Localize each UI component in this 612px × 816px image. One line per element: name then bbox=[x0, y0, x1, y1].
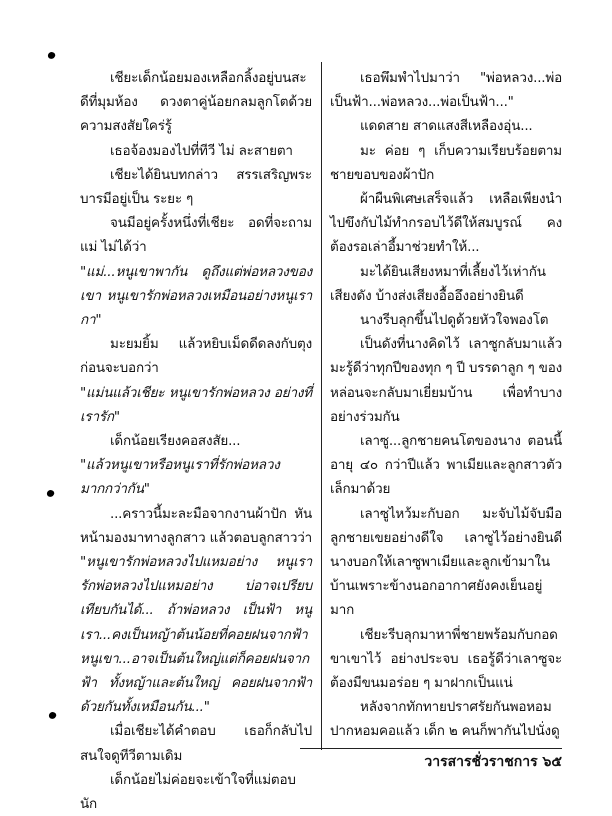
paragraph: เชียะได้ยินบทกล่าว สรรเสริญพระบารมีอยู่เป็น ระยะ ๆ bbox=[80, 166, 312, 208]
paragraph: ผ้าผืนพิเศษเสร็จแล้ว เหลือเพียงนำไปขึงกับไม้ทำกรอบไว้ดีให้สมบูรณ์ คงต้องรอเล่าอี้มาช่วยทำให้... bbox=[330, 191, 562, 256]
paragraph: เด็กน้อยไม่ค่อยจะเข้าใจที่แม่ตอบนัก bbox=[80, 771, 296, 813]
paragraph: เลาซูไหว้มะกับอก มะจับไม้จับมือลูกชายเขยอย่างดีใจ เลาซูไว้อย่างยินดี นางบอกให้เลาซูพาเมียและลูกเข้ามาในบ้านเพราะข้างนอกอากาศยังคงเย็นอยู่มาก bbox=[330, 505, 562, 619]
paragraph: แดดสาย สาดแสงสีเหลืองอุ่น... bbox=[360, 118, 533, 135]
paragraph: นางรีบลุกขึ้นไปดูด้วยหัวใจพองโต bbox=[360, 312, 549, 329]
left-column bbox=[80, 66, 312, 816]
paragraph: มะได้ยินเสียงหมาที่เลี้ยงไว้เห่ากันเสียงดัง บ้างส่งเสียงอื้ออึงอย่างยินดี bbox=[330, 263, 546, 304]
paragraph: ...คราวนี้มะละมือจากงานผ้าปัก หันหน้ามองมาทางลูกสาว แล้วตอบลูกสาวว่า bbox=[80, 505, 313, 546]
page-footer: วารสารชั่วราชการ ๖๕ bbox=[300, 748, 562, 773]
paragraph: เชียะเด็กน้อยมองเหลือกลิ้งอยู่บนสะดีที่มุมห้อง ดวงตาคู่น้อยกลมลูกโตด้วยความสงสัยใคร่รู้ bbox=[80, 70, 312, 135]
paragraph: "แล้วหนูเขาหรือหนูเราที่รักพ่อหลวงมากกว่ากัน" bbox=[80, 457, 280, 498]
binder-hole-mark-middle bbox=[46, 489, 55, 498]
paragraph: เมื่อเชียะได้คำตอบ เธอก็กลับไปสนใจดูทีวีตามเดิม bbox=[80, 723, 312, 764]
paragraph: มะยมยิ้ม แล้วหยิบเม็ดดีดลงกับตุง ก่อนจะบอกว่า bbox=[80, 336, 312, 377]
paragraph: "หนูเขารักพ่อหลวงไปแหมอย่าง หนูเรารักพ่อหลวงไปแหมอย่าง บ่อาจเปรียบเทียบกันได้... ถ้าพ่อหลวง เป็นฟ้า หนูเรา...คงเป็นหญ้าต้นน้อยที่คอยฝนจากฟ้าหนูเขา...อาจเป็นต้นใหญ่แต่ก็คอยฝนจากฟ้า ทั้งหญ้าและต้นใหญ่ คอยฝนจากฟ้าด้วยกันทั้งเหมือนกัน..." bbox=[80, 554, 312, 716]
paragraph: เด็กน้อยเรียงคอสงสัย... bbox=[110, 433, 241, 450]
right-column bbox=[330, 66, 562, 744]
paragraph: เธอจ้องมองไปที่ทีวี ไม่ ละสายตา bbox=[110, 142, 293, 159]
paragraph: "แม่...หนูเขาพากัน ดูถึงแต่พ่อหลวงของเขา หนูเขารักพ่อหลวงเหมือนอย่างหนูเรากา" bbox=[80, 263, 312, 329]
paragraph: "แม่นแล้วเชียะ หนูเขารักพ่อหลวง อย่างที่เรารัก" bbox=[80, 384, 312, 425]
paragraph: หลังจากทักทายปราศรัยกันพอหอมปากหอมคอแล้ว เด็ก ๒ คนก็พากันไปนั่งดู bbox=[330, 699, 560, 740]
paragraph: เลาซู...ลูกชายคนโตของนาง ตอนนี้อายุ ๔๐ กว่าปีแล้ว พาเมียและลูกสาวตัวเล็กมาด้วย bbox=[330, 433, 562, 498]
paragraph: เป็นดังที่นางคิดไว้ เลาซูกลับมาแล้วมะรู้ดีว่าทุกปีของทุก ๆ ปี บรรดาลูก ๆ ของหล่อนจะกลับมาเยี่ยมบ้าน เพื่อทำบางอย่างร่วมกัน bbox=[330, 336, 562, 425]
paragraph: เชียะรีบลุกมาหาพี่ชายพร้อมกับกอดขาเขาไว้ อย่างประจบ เธอรู้ดีว่าเลาซูจะต้องมีขนมอร่อย ๆ มาฝากเป็นแน่ bbox=[330, 626, 562, 692]
paragraph: จนมีอยู่ครั้งหนึ่งที่เชียะ อดที่จะถามแม่ ไม่ได้ว่า bbox=[80, 215, 312, 256]
column-divider bbox=[321, 62, 322, 750]
binder-hole-mark-bottom bbox=[48, 711, 57, 720]
binder-hole-mark-top bbox=[47, 51, 56, 60]
paragraph: มะ ค่อย ๆ เก็บความเรียบร้อยตามชายขอบของผ้าปัก bbox=[330, 142, 562, 183]
paragraph: เธอพึมพำไปมาว่า "พ่อหลวง...พ่อเป็นฟ้า...พ่อหลวง...พ่อเป็นฟ้า..." bbox=[330, 70, 562, 111]
